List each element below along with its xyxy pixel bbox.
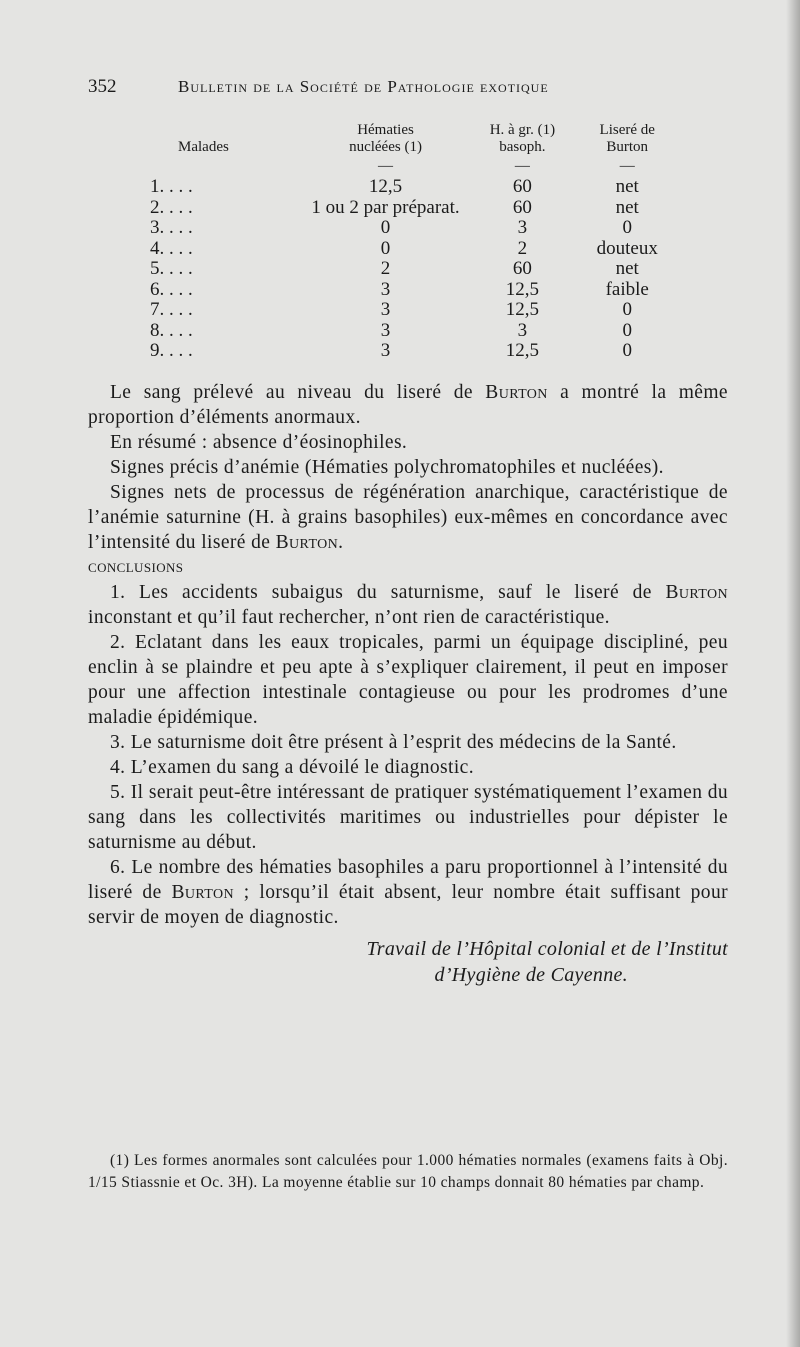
article-body <box>88 380 728 988</box>
cell-malade: 5. . . . <box>150 258 193 280</box>
header-rule-row: — — — <box>378 158 635 174</box>
paragraph-regeneration: Signes nets de processus de régénération anarchique, caractéristique de l’anémie saturnine (H. à grains basophiles) eux-mêmes en concordance avec l’intensité du liseré de Burton. <box>88 482 728 553</box>
cell-hematies: 1 ou 2 par préparat. <box>311 196 460 218</box>
table-row <box>150 218 680 239</box>
cell-burton: 0 <box>622 340 632 362</box>
blood-findings-table <box>150 122 680 362</box>
paragraph-anemia: Signes précis d’anémie (Hématies polychromatophiles et nucléées). <box>110 457 664 478</box>
journal-title: Bulletin de la Société de Pathologie exotique <box>178 77 549 96</box>
cell-malade: 8. . . . <box>150 319 193 341</box>
cell-basoph: 12,5 <box>505 340 540 362</box>
table-body <box>150 177 680 362</box>
cell-burton: faible <box>605 278 649 300</box>
cell-hematies: 3 <box>380 278 391 300</box>
cell-malade: 4. . . . <box>150 237 193 259</box>
table-row <box>150 280 680 301</box>
conclusion-4: 4. L’examen du sang a dévoilé le diagnostic. <box>110 757 474 778</box>
conclusion-6: 6. Le nombre des hématies basophiles a paru proportionnel à l’intensité du liseré de Burton ; lorsqu’il était absent, leur nombre était suffisant pour servir de moyen de diagnostic. <box>88 857 728 928</box>
cell-basoph: 12,5 <box>505 278 540 300</box>
signature-line-2: d’Hygiène de Cayenne. <box>434 964 628 986</box>
table-row <box>150 259 680 280</box>
cell-malade: 2. . . . <box>150 196 193 218</box>
cell-malade: 7. . . . <box>150 299 193 321</box>
conclusion-2: 2. Eclatant dans les eaux tropicales, parmi un équipage discipliné, peu enclin à se plaindre et peu apte à s’expliquer clairement, il peut en imposer pour une affection intestinale contagieuse ou pour les prodromes d’une maladie épidémique. <box>88 632 728 728</box>
signature-line-1: Travail de l’Hôpital colonial et de l’Institut <box>366 938 728 960</box>
cell-hematies: 2 <box>380 258 391 280</box>
table-row <box>150 198 680 219</box>
cell-burton: douteux <box>596 237 658 259</box>
cell-burton: net <box>615 176 639 198</box>
cell-basoph: 60 <box>512 258 532 280</box>
cell-burton: net <box>615 196 639 218</box>
running-header <box>88 76 728 102</box>
conclusion-3: 3. Le saturnisme doit être présent à l’esprit des médecins de la Santé. <box>110 732 677 753</box>
cell-hematies: 12,5 <box>368 176 403 198</box>
cell-malade: 6. . . . <box>150 278 193 300</box>
table-row <box>150 177 680 198</box>
paragraph-summary: En résumé : absence d’éosinophiles. <box>110 432 408 453</box>
cell-malade: 3. . . . <box>150 217 193 239</box>
col-header-basoph: H. à gr. (1) basoph. <box>489 122 556 155</box>
cell-basoph: 60 <box>512 196 532 218</box>
page-edge-shadow <box>786 0 800 1347</box>
cell-malade: 1. . . . <box>150 176 193 198</box>
conclusion-1: 1. Les accidents subaigus du saturnisme, sauf le liseré de Burton inconstant et qu’il faut rechercher, n’ont rien de caractéristique. <box>88 582 728 628</box>
page-number: 352 <box>88 76 117 97</box>
cell-basoph: 12,5 <box>505 299 540 321</box>
cell-hematies: 0 <box>380 217 391 239</box>
col-header-burton: Liseré de Burton <box>599 122 655 155</box>
paragraph-burton-sample: Le sang prélevé au niveau du liseré de Burton a montré la même proportion d’éléments anormaux. <box>88 382 728 428</box>
cell-burton: net <box>615 258 639 280</box>
cell-hematies: 0 <box>380 237 391 259</box>
conclusion-5: 5. Il serait peut-être intéressant de pratiquer systématiquement l’examen du sang dans les collectivités maritimes ou industrielles pour dépister le saturnisme au début. <box>88 782 728 853</box>
cell-basoph: 3 <box>517 319 528 341</box>
cell-burton: 0 <box>622 299 632 321</box>
col-header-malades: Malades <box>178 139 229 155</box>
cell-basoph: 2 <box>517 237 528 259</box>
cell-hematies: 3 <box>380 299 391 321</box>
cell-basoph: 3 <box>517 217 528 239</box>
institution-signature <box>88 936 728 988</box>
table-row <box>150 341 680 362</box>
cell-malade: 9. . . . <box>150 340 193 362</box>
col-header-hematies: Hématies nucléées (1) <box>349 122 422 155</box>
table-row <box>150 239 680 260</box>
cell-hematies: 3 <box>380 319 391 341</box>
cell-hematies: 3 <box>380 340 391 362</box>
table-row <box>150 300 680 321</box>
cell-basoph: 60 <box>512 176 532 198</box>
cell-burton: 0 <box>622 217 632 239</box>
footnote <box>88 1150 728 1194</box>
table-row <box>150 321 680 342</box>
cell-burton: 0 <box>622 319 632 341</box>
footnote-text: (1) Les formes anormales sont calculées pour 1.000 hématies normales (examens faits à Obj. 1/15 Stiassnie et Oc. 3H). La moyenne établie sur 10 champs donnait 80 hématies par champ. <box>88 1152 728 1191</box>
conclusions-heading: CONCLUSIONS <box>88 560 184 575</box>
